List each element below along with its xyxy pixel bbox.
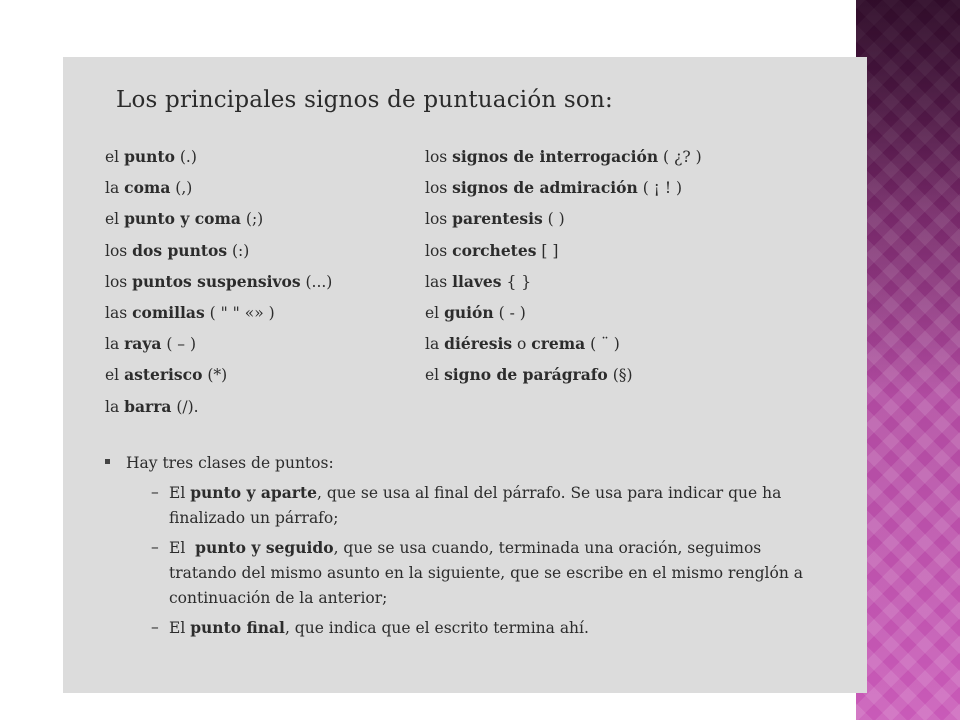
list-item: los puntos suspensivos (...) (105, 271, 333, 291)
bullet-text: Hay tres clases de puntos: (126, 454, 334, 472)
sub-list-item: – El punto final, que indica que el escrito termina ahí. (105, 615, 825, 641)
decorative-side-strip (856, 0, 960, 720)
bullet-section (105, 452, 825, 641)
list-item: la diéresis o crema ( ¨ ) (425, 334, 620, 354)
dash-icon: – (151, 618, 159, 636)
list-item: los corchetes [ ] (425, 240, 559, 260)
list-item: las comillas ( " " «» ) (105, 302, 275, 322)
list-item: el punto y coma (;) (105, 209, 264, 229)
list-item: la raya ( – ) (105, 334, 197, 354)
list-item: los parentesis ( ) (425, 209, 565, 229)
dash-icon: – (151, 538, 159, 556)
bullet-item (105, 452, 825, 476)
punctuation-list-left (105, 146, 332, 427)
list-item: la barra (/). (105, 396, 199, 416)
sub-list-item: – El punto y aparte, que se usa al final del párrafo. Se usa para indicar que ha finalizado un párrafo; (105, 480, 825, 531)
list-item: la coma (,) (105, 178, 193, 198)
bullet-icon (105, 459, 110, 464)
list-item: el asterisco (*) (105, 365, 228, 385)
list-item: las llaves { } (425, 271, 532, 291)
list-item: el signo de parágrafo (§) (425, 365, 633, 385)
punctuation-list-right (425, 146, 702, 396)
list-item: el guión ( - ) (425, 302, 526, 322)
list-item: los signos de admiración ( ¡ ! ) (425, 178, 683, 198)
dash-icon: – (151, 483, 159, 501)
list-item: los dos puntos (:) (105, 240, 250, 260)
slide-content-panel (63, 57, 867, 693)
slide-title: Los principales signos de puntuación son: (116, 87, 613, 113)
sub-list-item: – El punto y seguido, que se usa cuando, terminada una oración, seguimos tratando del mismo asunto en la siguiente, que se escribe en el mismo renglón a continuación de la anterior; (105, 535, 825, 611)
list-item: el punto (.) (105, 147, 197, 166)
list-item: los signos de interrogación ( ¿? ) (425, 147, 702, 166)
